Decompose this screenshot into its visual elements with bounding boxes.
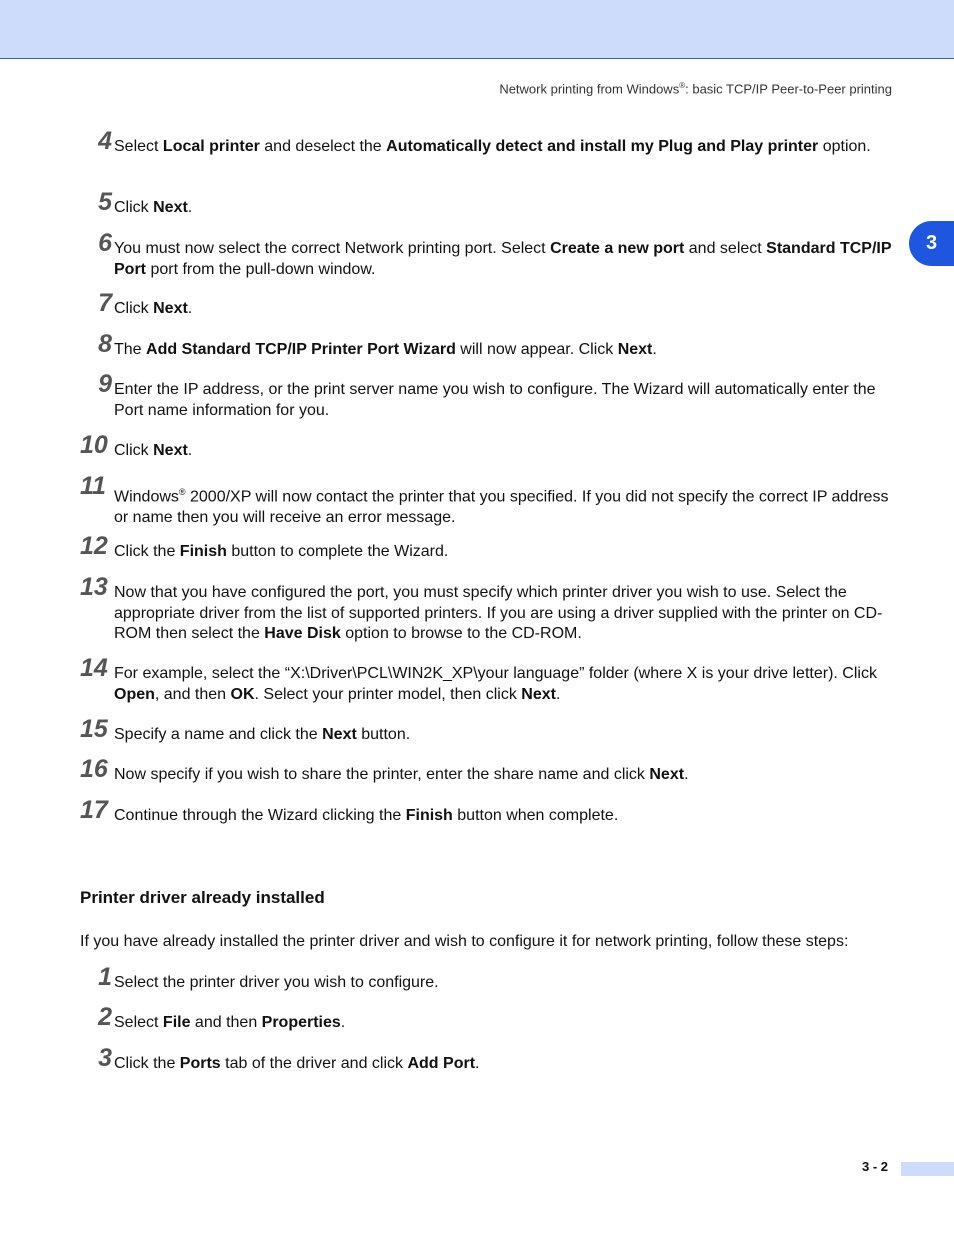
bold-term: Finish	[405, 807, 453, 824]
step-text-run: .	[187, 300, 193, 317]
step-text	[114, 299, 895, 320]
bold-term: Next	[153, 442, 188, 459]
step-item	[80, 1003, 895, 1034]
step-item	[80, 755, 895, 786]
running-title-pre: Network printing from Windows	[499, 81, 680, 97]
step-text-run: button to complete the Wizard.	[226, 543, 449, 560]
bold-term: Next	[617, 341, 653, 358]
step-number: 12	[80, 532, 108, 560]
step-item	[80, 963, 895, 994]
step-number: 8	[98, 330, 112, 358]
bold-term: Next	[521, 685, 556, 703]
step-number: 10	[80, 431, 108, 459]
step-number: 4	[98, 127, 112, 155]
step-number: 11	[80, 472, 106, 500]
bold-term: Next	[649, 766, 685, 783]
step-text-run: tab of the driver and click	[220, 1055, 408, 1072]
bold-term: Next	[322, 726, 357, 743]
step-item	[80, 796, 895, 827]
step-text-run: Now specify if you wish to share the printer, enter the share name and click	[114, 766, 650, 783]
step-text	[114, 137, 895, 158]
step-number: 14	[80, 654, 108, 682]
step-text-run: Enter the IP address, or the print server name you wish to configure. The Wizard will automatically enter the Port name information for you.	[114, 381, 876, 419]
step-text-run: .	[187, 442, 193, 459]
step-text-run: , and then	[154, 685, 231, 703]
step-text	[114, 340, 895, 361]
step-text	[114, 542, 895, 563]
step-number: 17	[80, 796, 108, 824]
step-item	[80, 532, 895, 563]
step-text-run: Now that you have configured the port, you must specify which printer driver you wish to use. Select the appropriate driver from the list of supported printers. If you are using a driver supplied with the printer on CD-ROM then select the	[114, 584, 883, 642]
step-number: 7	[98, 289, 112, 317]
step-item	[80, 127, 895, 158]
bold-term: Ports	[179, 1055, 221, 1072]
step-number: 6	[98, 229, 112, 257]
step-text	[114, 1054, 895, 1075]
page-number: 3 - 2	[862, 1159, 889, 1174]
step-text	[114, 973, 895, 994]
step-text	[114, 441, 895, 462]
step-number: 3	[98, 1044, 112, 1072]
step-text	[114, 806, 895, 827]
step-number: 13	[80, 573, 108, 601]
section-intro: If you have already installed the printer driver and wish to configure it for network printing, follow these steps:	[80, 933, 849, 950]
step-text-run: Select	[114, 1014, 163, 1031]
bold-term: Next	[153, 199, 188, 216]
step-text-run: and deselect the	[259, 138, 387, 155]
footer-band	[901, 1162, 954, 1176]
bold-term: Next	[153, 300, 188, 317]
step-text-run: .	[684, 766, 689, 783]
step-text-run: For example, select the “X:\Driver\PCL\WIN2K_XP\your language” folder (where X is your drive letter). Click	[114, 665, 877, 682]
bold-term: OK	[230, 685, 255, 703]
running-title-post: : basic TCP/IP Peer-to-Peer printing	[685, 81, 892, 97]
bold-term: Standard TCP/IP Port	[114, 240, 892, 278]
registered-mark: ®	[178, 487, 186, 497]
step-text-run: Select the printer driver you wish to configure.	[114, 974, 439, 991]
step-number: 15	[80, 715, 108, 743]
step-text-run: . Select your printer model, then click	[254, 685, 522, 703]
step-item	[80, 431, 895, 462]
chapter-tab: 3	[909, 221, 954, 266]
step-text-run: Continue through the Wizard clicking the	[114, 807, 406, 824]
step-text-run: Click	[114, 300, 154, 317]
step-text-run: button when complete.	[452, 807, 619, 824]
step-item	[80, 188, 895, 219]
step-item	[80, 472, 895, 528]
step-text-run: Click the	[114, 1055, 180, 1072]
bold-term: Create a new port	[550, 240, 685, 257]
step-text-run: .	[652, 341, 657, 358]
step-text	[114, 239, 895, 280]
step-item	[80, 330, 895, 361]
step-item	[80, 573, 895, 645]
step-text-run: option to browse to the CD-ROM.	[340, 625, 582, 642]
step-text	[114, 765, 895, 786]
step-text-run: port from the pull-down window.	[146, 260, 376, 278]
bold-term: Local printer	[162, 138, 260, 155]
bold-term: Automatically detect and install my Plug and Play printer	[386, 138, 819, 155]
section-heading: Printer driver already installed	[80, 888, 325, 907]
step-text-run: .	[475, 1055, 480, 1072]
step-text-run: Click the	[114, 543, 180, 560]
step-text-run: and select	[684, 240, 767, 257]
step-text	[114, 664, 895, 705]
header-band	[0, 0, 954, 59]
step-number: 2	[98, 1003, 112, 1031]
step-text-run: You must now select the correct Network printing port. Select	[114, 240, 551, 257]
registered-mark: ®	[679, 81, 686, 90]
bold-term: Finish	[179, 543, 227, 560]
step-text-run: .	[340, 1014, 346, 1031]
step-text-run: Specify a name and click the	[114, 726, 323, 743]
bold-term: Properties	[261, 1014, 341, 1031]
step-text	[114, 583, 895, 645]
step-text-run: Select	[114, 138, 163, 155]
bold-term: File	[162, 1014, 191, 1031]
step-number: 5	[98, 188, 112, 216]
step-text	[114, 482, 895, 528]
bold-term: Open	[114, 685, 155, 703]
step-number: 9	[98, 370, 112, 398]
bold-term: Have Disk	[264, 625, 341, 642]
bold-term: Add Port	[407, 1055, 476, 1072]
step-item	[80, 229, 895, 280]
step-text-run: The	[114, 341, 147, 358]
step-text-run: .	[187, 199, 193, 216]
running-header	[499, 81, 892, 96]
step-text	[114, 1013, 895, 1034]
step-text-run: button.	[356, 726, 411, 743]
step-item	[80, 1044, 895, 1075]
step-text-run: will now appear. Click	[455, 341, 618, 358]
step-text-run: option.	[818, 138, 871, 155]
step-number: 16	[80, 755, 108, 783]
step-item	[80, 289, 895, 320]
step-text-run: Click	[114, 442, 154, 459]
bold-term: Add Standard TCP/IP Printer Port Wizard	[146, 341, 456, 358]
step-item	[80, 654, 895, 705]
step-text	[114, 380, 895, 421]
step-text-run: 2000/XP will now contact the printer that you specified. If you did not specify the correct IP address or name then you will receive an error message.	[114, 488, 889, 526]
step-item	[80, 370, 895, 421]
step-text-run: Click	[114, 199, 154, 216]
step-text	[114, 198, 895, 219]
step-text-run: and then	[190, 1014, 262, 1031]
step-text-run: Windows	[114, 488, 179, 506]
step-number: 1	[98, 963, 112, 991]
step-text	[114, 725, 895, 746]
step-text-run: .	[555, 685, 561, 703]
step-item	[80, 715, 895, 746]
